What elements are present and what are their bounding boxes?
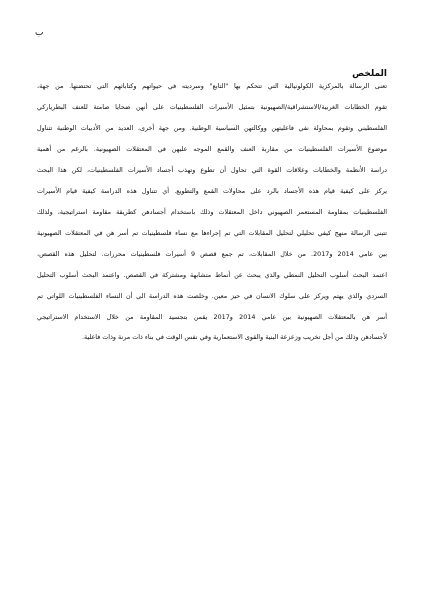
abstract-line: تتبنى الرسالة منهج كيفي تحليلي لتحليل المقابلات التي تم إجراءها مع نساء فلسطينيات تم أسر هن في المعتقلات الصهيونية [37,229,387,237]
abstract-line: اعتمد البحث أسلوب التحليل النمطي والذي يبحث عن أنماط متشابهة ومشتركة في القصص. واعتمد البحث أسلوب التحليل [37,271,387,279]
abstract-line: أسر هن بالمعتقلات الصهيونية بين عامي 2014 و2017 يقمن بتجسيد المقاومة من خلال الاستخدام الاستراتيجي [37,313,387,321]
abstract-line: تعنى الرسالة بالمركزية الكولونيالية التي تتحكم بها "التابع" وسرديته في حيواتهم وكتاباتهم التي تحتضنها. من جهة، [37,82,387,90]
abstract-line: يركز على كيفية قيام هذه الأجساد بالرد على محاولات القمع والتطويع. أي تتناول هذه الدراسة كيفية قيام الأسيرات [37,187,387,195]
abstract-line: دراسة الأنظمة والخطابات وعلاقات القوة التي تحاول أن تطوع وتهذب أجساد الأسيرات الفلسطينيات، لكن هذا البحث [37,166,387,174]
abstract-heading: الملخص [352,69,387,79]
abstract-line: الفلسطيني وتقوم بمحاولة نفي فاعليتهن ووكالتهن السياسية الوطنية. ومن جهة أخرى، العديد من الأدبيات الوطنية تتناول [37,124,387,132]
abstract-line: تقوم الخطابات الغربية/الاستشراقية/الصهيونية بتمثيل الأسيرات الفلسطينيات على أنهن ضحايا صامتة للعنف البطرياركي [37,103,387,111]
abstract-line: لأجسادهن وذلك من أجل تخريب وزعزعة البنية والقوى الاستعمارية وفي نفس الوقت في بناء ذات مرنة وذات فاعلية. [81,333,387,341]
abstract-line: الفلسطينيات بمقاومة المستعمر الصهيوني داخل المعتقلات وذلك باستخدام أجسادهن كطريقة مقاومة استراتيجية، ولذلك [37,208,387,216]
page-number: ﺏ [35,28,44,38]
abstract-line: بين عامي 2014 و2017. من خلال المقابلات، تم جمع قصص 9 أسيرات فلسطينيات محررات. لتحليل هذه القصص، [37,250,387,258]
abstract-line: موضوع الأسيرات الفلسطينيات من مقاربة العنف والقمع الموجه عليهن في المعتقلات الصهيونية. بالرغم من أهمية [37,145,387,153]
abstract-line: السردي والذي يهتم ويركز على سلوك الانسان في حيز معين. وخلصت هذه الدراسة الى أن النساء الفلسطينيات اللواتي تم [37,292,387,300]
